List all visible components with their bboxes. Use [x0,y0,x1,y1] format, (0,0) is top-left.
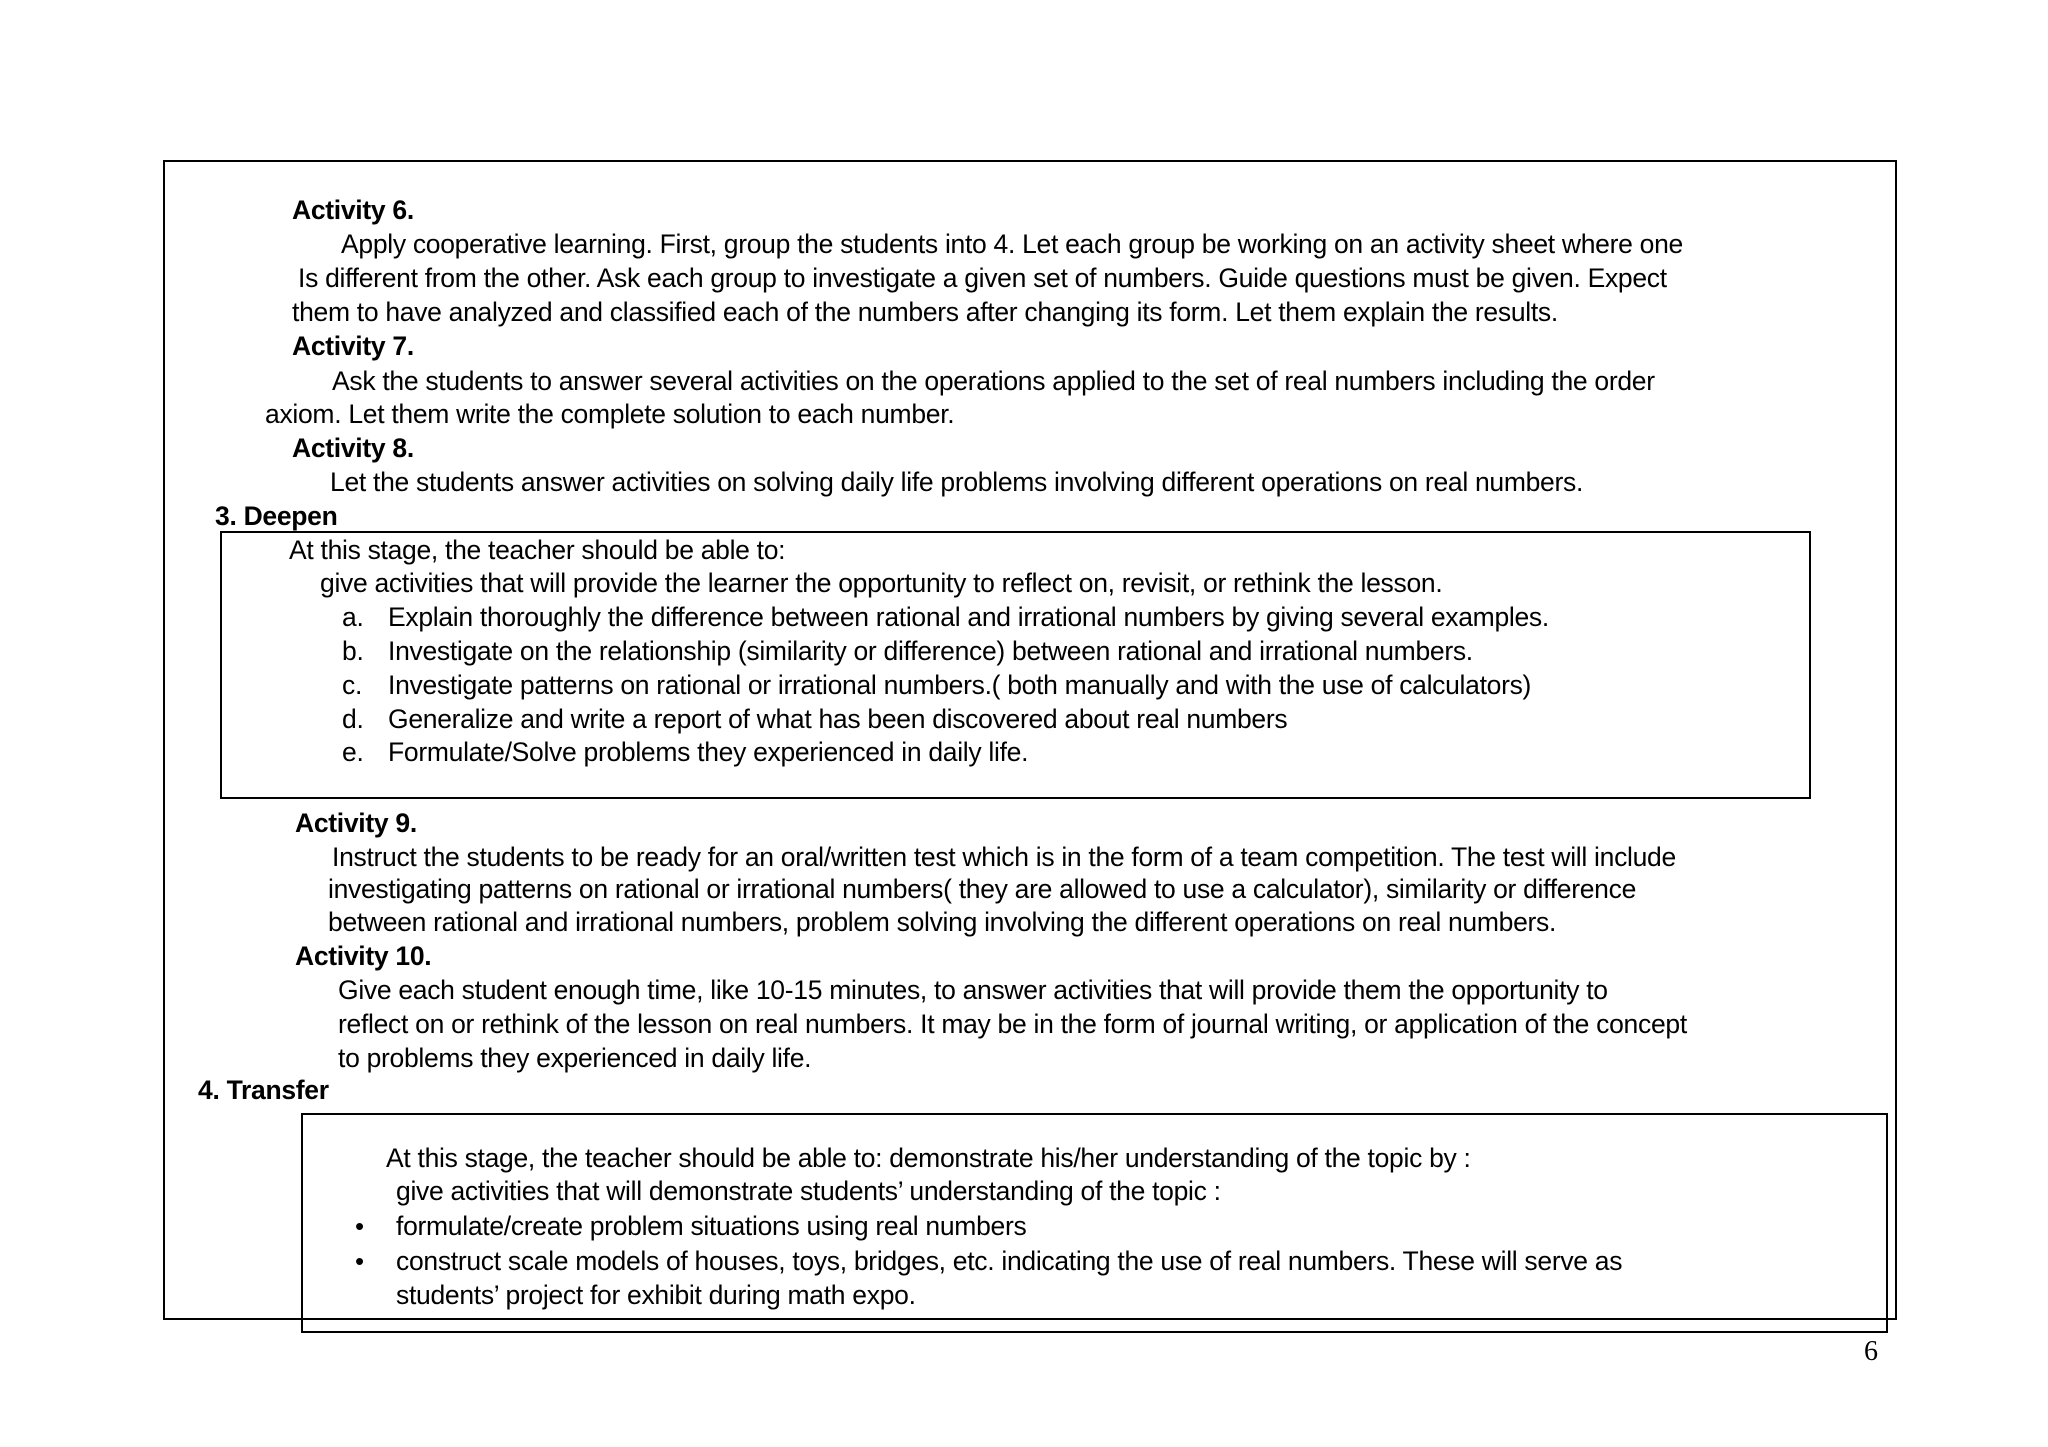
activity-10-line-1: Give each student enough time, like 10-15 minutes, to answer activities that will provide them the opportunity to [338,975,1608,1005]
deepen-item-b-marker: b. [342,636,364,666]
activity-6-line-2: Is different from the other. Ask each group to investigate a given set of numbers. Guide questions must be given. Expect [298,263,1667,293]
activity-6-heading: Activity 6. [292,195,414,225]
activity-10-line-2: reflect on or rethink of the lesson on real numbers. It may be in the form of journal writing, or application of the concept [338,1009,1687,1039]
activity-9-line-3: between rational and irrational numbers, problem solving involving the different operations on real numbers. [328,907,1557,937]
transfer-intro: At this stage, the teacher should be able to: demonstrate his/her understanding of the topic by : [386,1143,1471,1173]
deepen-item-e-marker: e. [342,737,364,767]
activity-9-line-2: investigating patterns on rational or irrational numbers( they are allowed to use a calculator), similarity or difference [328,874,1637,904]
bullet-icon: • [355,1211,364,1241]
deepen-heading: 3. Deepen [215,501,338,531]
deepen-item-c: Investigate patterns on rational or irrational numbers.( both manually and with the use of calculators) [388,670,1532,700]
activity-10-heading: Activity 10. [295,941,432,971]
deepen-intro: At this stage, the teacher should be able to: [289,535,786,565]
activity-8-heading: Activity 8. [292,433,414,463]
deepen-item-c-marker: c. [342,670,363,700]
deepen-sub: give activities that will provide the learner the opportunity to reflect on, revisit, or rethink the lesson. [320,568,1443,598]
transfer-sub: give activities that will demonstrate students’ understanding of the topic : [396,1176,1221,1206]
activity-6-line-1: Apply cooperative learning. First, group the students into 4. Let each group be working on an activity sheet where one [341,229,1683,259]
transfer-bullet-2-line-2: students’ project for exhibit during math expo. [396,1280,916,1310]
transfer-bullet-1: formulate/create problem situations using real numbers [396,1211,1027,1241]
activity-10-line-3: to problems they experienced in daily life. [338,1043,812,1073]
activity-8-line-1: Let the students answer activities on solving daily life problems involving different operations on real numbers. [330,467,1584,497]
deepen-item-b: Investigate on the relationship (similarity or difference) between rational and irrational numbers. [388,636,1473,666]
bullet-icon: • [355,1246,364,1276]
activity-7-line-1: Ask the students to answer several activities on the operations applied to the set of real numbers including the order [332,366,1655,396]
deepen-item-d: Generalize and write a report of what has been discovered about real numbers [388,704,1288,734]
transfer-heading: 4. Transfer [198,1075,329,1105]
activity-9-line-1: Instruct the students to be ready for an oral/written test which is in the form of a team competition. The test will include [332,842,1676,872]
deepen-item-d-marker: d. [342,704,364,734]
activity-7-line-2: axiom. Let them write the complete solution to each number. [265,399,955,429]
page-number: 6 [1864,1336,1878,1367]
deepen-item-e: Formulate/Solve problems they experienced in daily life. [388,737,1029,767]
activity-7-heading: Activity 7. [292,331,414,361]
activity-6-line-3: them to have analyzed and classified each of the numbers after changing its form. Let them explain the results. [292,297,1558,327]
deepen-item-a-marker: a. [342,602,364,632]
transfer-bullet-2-line-1: construct scale models of houses, toys, bridges, etc. indicating the use of real numbers. These will serve as [396,1246,1623,1276]
activity-9-heading: Activity 9. [295,808,417,838]
deepen-item-a: Explain thoroughly the difference between rational and irrational numbers by giving several examples. [388,602,1549,632]
